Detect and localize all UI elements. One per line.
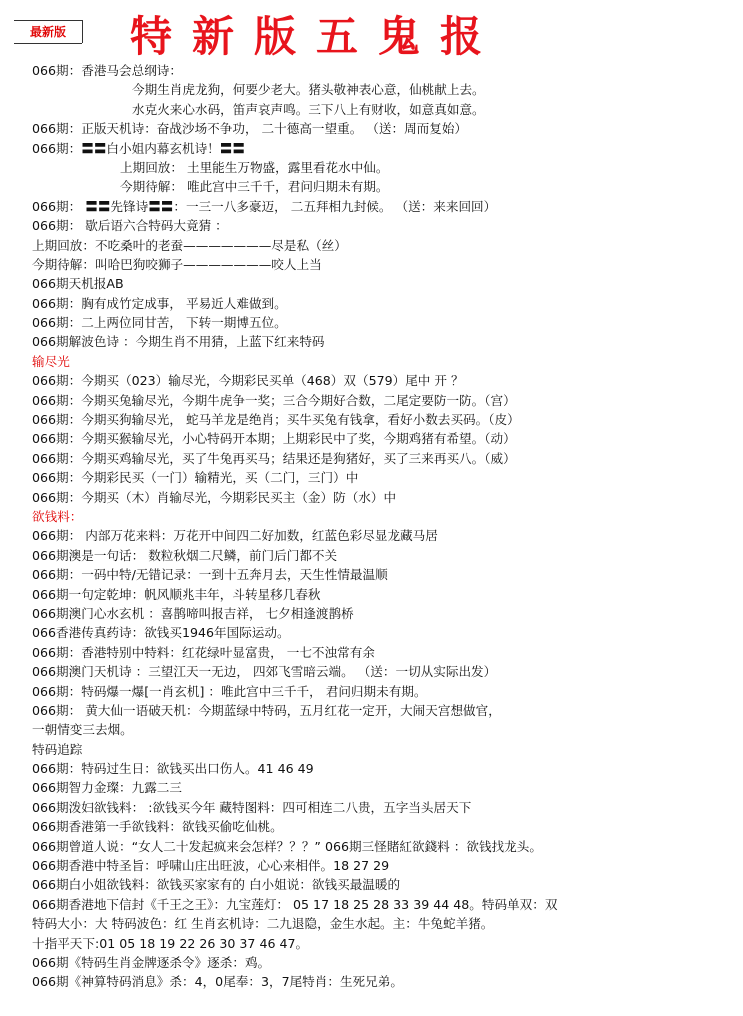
text-line: 066期白小姐欲钱料：欲钱买家家有的 白小姐说：欲钱买最温暖的 (32, 877, 401, 893)
text-line: 066期解波色诗 ：今期生肖不用猜，上蓝下红来特码 (32, 334, 325, 350)
text-line: 066期： 〓〓先锋诗〓〓：一三一八多豪迈， 二五拜相九封候。 （送：来来回回） (32, 198, 497, 214)
text-line: 066期：正版天机诗：奋战沙场不争功， 二十德高一望重。 （送：周而复始） (32, 121, 468, 137)
text-line: 066期《特码生肖金牌逐杀令》逐杀：鸡。 (32, 954, 271, 970)
text-line: 066期：一码中特/无错记录：一到十五奔月去，天生性情最温顺 (32, 567, 388, 583)
text-line: 水克火来心水码，笛声哀声鸣。三下八上有财收，如意真如意。 (132, 101, 485, 117)
text-line: 066期：今期买鸡输尽光，买了牛兔再买马；结果还是狗猪好，买了三来再买八。（威） (32, 450, 516, 466)
text-line: 066期： 歇后语六合特码大竟猜 ： (32, 218, 228, 234)
text-line: 今期待解： 唯此宫中三千千，君问归期未有期。 (120, 179, 389, 195)
section-heading: 输尽光 (32, 353, 70, 369)
text-line: 上期回放： 土里能生万物盛，露里看花水中仙。 (120, 159, 389, 175)
text-line: 066期澳是一句话： 数粒秋烟二尺鳞，前门后门都不关 (32, 547, 338, 563)
text-line: 066期香港地下信封《千王之王》：九宝莲灯： 05 17 18 25 28 33 39 44 48。特码单双：双 (32, 896, 558, 912)
text-line: 066期： 内部万花来料：万花开中间四二好加数，红蓝色彩尽显龙藏马居 (32, 528, 438, 544)
text-line: 066期曾道人说：“女人二十发起疯来会怎样？？？” 066期三怪賭紅欲錢料 ：欲钱找龙头。 (32, 838, 542, 854)
text-line: 066期香港中特圣旨：呼啸山庄出旺波，心心来相伴。18 27 29 (32, 858, 390, 874)
text-line: 特码追踪 (32, 741, 83, 757)
text-line: 066期：特码过生日：欲钱买出口伤人。41 46 49 (32, 761, 314, 777)
text-line: 066期：胸有成竹定成事， 平易近人难做到。 (32, 295, 287, 311)
text-line: 066期：特码爆一爆[一肖玄机] ：唯此宫中三千千， 君问归期未有期。 (32, 683, 427, 699)
header (0, 0, 743, 60)
text-line: 066期：今期买（023）输尽光，今期彩民买单（468）双（579）尾中 开 ？ (32, 373, 464, 389)
text-line: 066期： 黄大仙一语破天机：今期蓝绿中特码，五月红花一定开，大闹天宫想做官， (32, 702, 501, 718)
text-line: 066期《神算特码消息》杀：4，0尾奉：3，7尾特肖：生死兄弟。 (32, 974, 403, 990)
text-line: 特码大小：大 特码波色：红 生肖玄机诗：二九退隐，金生水起。主：牛兔蛇羊猪。 (32, 916, 494, 932)
badge-divider (14, 43, 82, 44)
text-line: 066期：香港马会总纲诗： (32, 63, 182, 78)
text-line: 十指平天下:01 05 18 19 22 26 30 37 46 47。 (32, 935, 309, 951)
edition-badge: 最新版 (14, 20, 83, 43)
text-line: 今期待解：叫哈巴狗咬狮子———————咬人上当 (32, 256, 322, 272)
text-line: 066期：今期买狗输尽光， 蛇马羊龙是绝肖；买牛买兔有钱拿，看好小数去买码。（皮） (32, 412, 520, 428)
text-line: 066期：今期彩民买（一门）输精光，买（二门，三门）中 (32, 470, 359, 486)
text-line: 066期：〓〓白小姐内幕玄机诗！〓〓 (32, 140, 245, 156)
text-line: 066香港传真药诗：欲钱买1946年国际运动。 (32, 625, 290, 641)
text-line: 今期生肖虎龙狗，何要少老大。猪头敬神表心意，仙桃献上去。 (132, 82, 485, 98)
text-line: 066期：今期买兔输尽光，今期牛虎争一奖；三合今期好合数，二尾定要防一防。（宫） (32, 392, 516, 408)
text-line: 一朝情变三去烟。 (32, 722, 133, 738)
text-line: 066期澳门天机诗 ：三望江天一无边， 四郊飞雪暗云端。 （送：一切从实际出发） (32, 664, 497, 680)
text-line: 066期：香港特别中特料：红花绿叶显富贵， 一七不浊常有余 (32, 644, 375, 660)
text-line: 066期天机报AB (32, 276, 124, 292)
document-body (32, 61, 732, 992)
text-line: 066期：今期买（木）肖输尽光，今期彩民买主（金）防（水）中 (32, 489, 397, 505)
page-title: 特新版五鬼报 (130, 12, 503, 61)
text-line: 066期泼妇欲钱料： :欲钱买今年 藏特图料：四可相连二八贵，五字当头居天下 (32, 799, 472, 815)
text-line: 066期：今期买猴输尽光，小心特码开本期；上期彩民中了奖，今期鸡猪有希望。（动） (32, 431, 516, 447)
section-heading: 欲钱料： (32, 508, 83, 524)
text-line: 066期智力金璨：九露二三 (32, 780, 182, 796)
text-line: 上期回放：不吃桑叶的老蚕———————尽是私（丝） (32, 237, 347, 253)
text-line: 066期：二上两位同甘苦， 下转一期博五位。 (32, 315, 287, 331)
text-line: 066期澳门心水玄机 ：喜鹊啼叫报吉祥， 七夕相逢渡鹊桥 (32, 605, 354, 621)
text-line: 066期一句定乾坤：帆风顺兆丰年，斗转星移几春秋 (32, 586, 321, 602)
text-line: 066期香港第一手欲钱料：欲钱买偷吃仙桃。 (32, 819, 283, 835)
